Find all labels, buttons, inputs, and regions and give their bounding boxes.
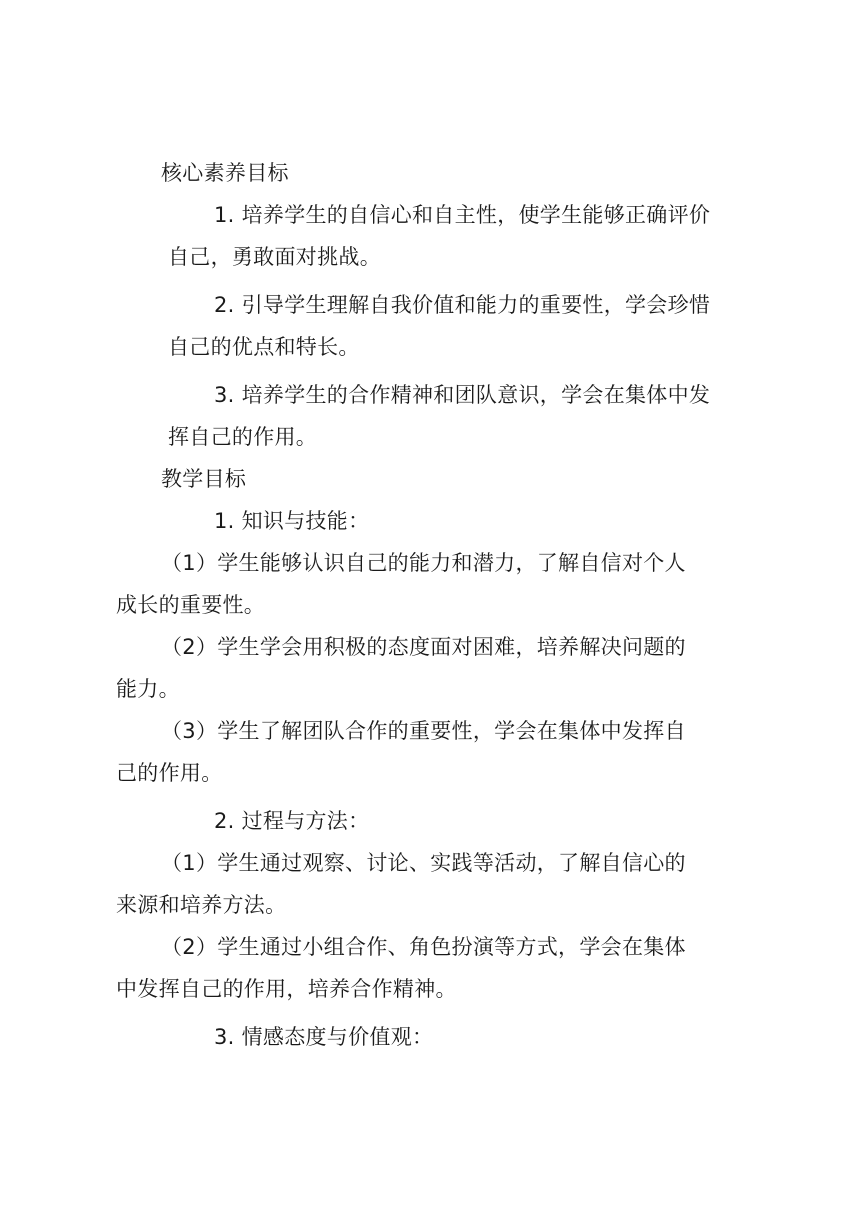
- part-2-title: 2. 过程与方法：: [214, 809, 370, 833]
- core-item-3-line-2: 挥自己的作用。: [168, 425, 318, 449]
- core-item-3-line-1: 3. 培养学生的合作精神和团队意识，学会在集体中发: [214, 383, 711, 407]
- core-item-1-line-2: 自己，勇敢面对挑战。: [168, 245, 381, 269]
- part-1-item-2-line-1: （2）学生学会用积极的态度面对困难，培养解决问题的: [161, 635, 686, 659]
- part-1-title: 1. 知识与技能：: [214, 509, 370, 533]
- part-1-item-2-line-2: 能力。: [116, 677, 180, 701]
- part-2-item-1-line-2: 来源和培养方法。: [116, 893, 287, 917]
- section-heading-core: 核心素养目标: [161, 161, 289, 185]
- part-2-item-1-line-1: （1）学生通过观察、讨论、实践等活动，了解自信心的: [161, 851, 686, 875]
- core-item-2-line-1: 2. 引导学生理解自我价值和能力的重要性，学会珍惜: [214, 293, 711, 317]
- part-2-item-2-line-1: （2）学生通过小组合作、角色扮演等方式，学会在集体: [161, 935, 686, 959]
- part-2-item-2-line-2: 中发挥自己的作用，培养合作精神。: [116, 977, 457, 1001]
- part-1-item-1-line-1: （1）学生能够认识自己的能力和潜力，了解自信对个人: [161, 551, 686, 575]
- part-1-item-3-line-1: （3）学生了解团队合作的重要性，学会在集体中发挥自: [161, 719, 686, 743]
- part-3-title: 3. 情感态度与价值观：: [214, 1025, 434, 1049]
- section-heading-teaching: 教学目标: [161, 467, 247, 491]
- core-item-2-line-2: 自己的优点和特长。: [168, 335, 360, 359]
- core-item-1-line-1: 1. 培养学生的自信心和自主性，使学生能够正确评价: [214, 203, 711, 227]
- part-1-item-1-line-2: 成长的重要性。: [116, 593, 266, 617]
- part-1-item-3-line-2: 己的作用。: [116, 761, 223, 785]
